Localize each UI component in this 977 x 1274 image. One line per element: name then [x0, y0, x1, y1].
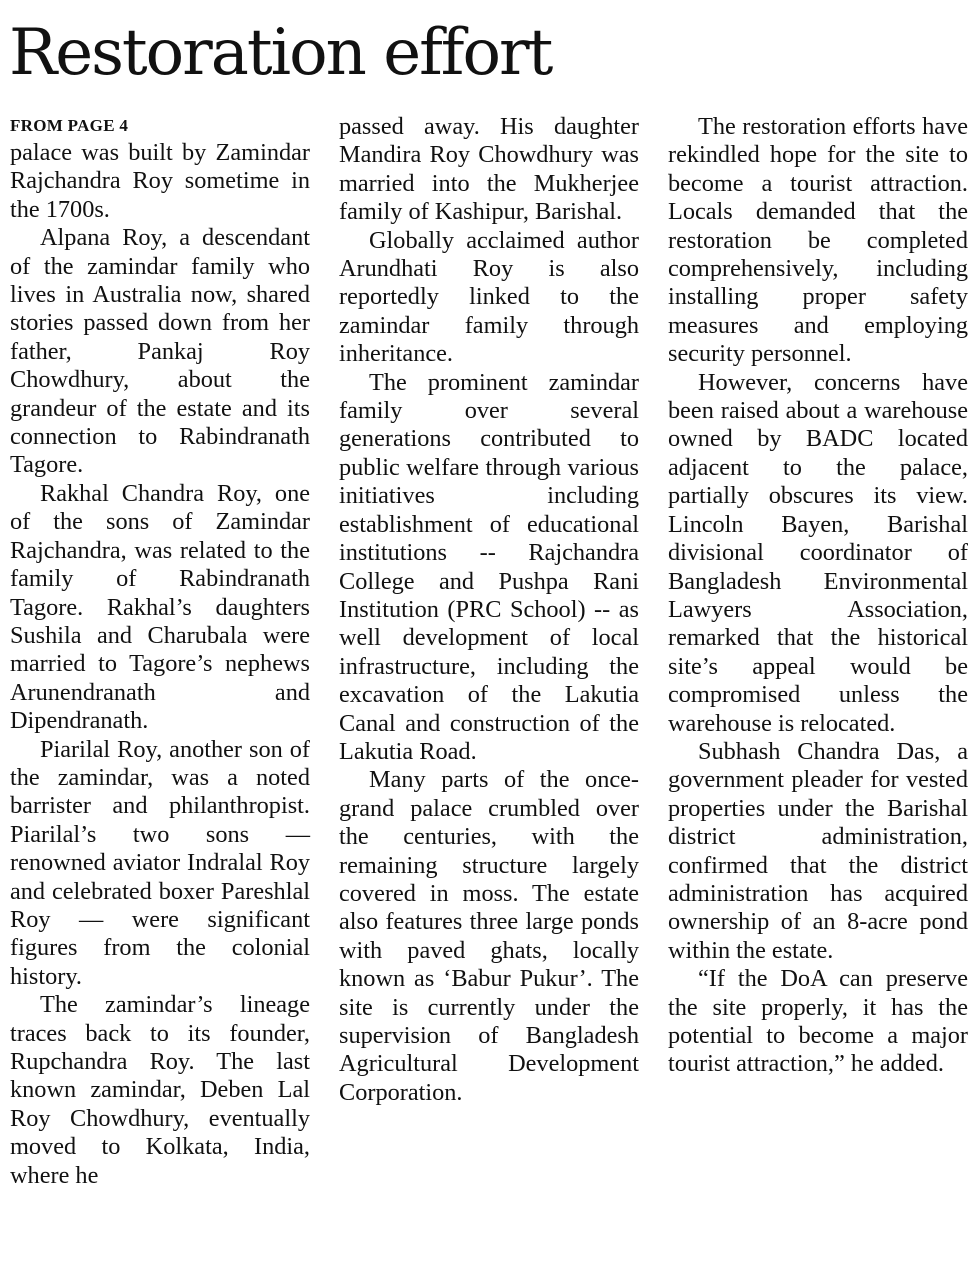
article-column-2 [339, 113, 639, 1107]
article-paragraph: Piarilal Roy, another son of the zamindar, was a noted barrister and philanthropist. Piarilal’s two sons — renowned aviator Indralal Roy and celebrated boxer Pareshlal Roy — were significant figures from the colonial history. [10, 735, 310, 990]
article-paragraph: However, concerns have been raised about a warehouse owned by BADC located adjacent to the palace, partially obscures its view. Lincoln Bayen, Barishal divisional coordinator of Bangladesh Environmental Lawyers Association, remarked that the historical site’s appeal would be compromised unless the warehouse is relocated. [668, 368, 968, 737]
article-paragraph: “If the DoA can preserve the site properly, it has the potential to become a major tourist attraction,” he added. [668, 965, 968, 1078]
article-paragraph: Rakhal Chandra Roy, one of the sons of Zamindar Rajchandra, was related to the family of Rabindranath Tagore. Rakhal’s daughters Sushila and Charubala were married to Tagore’s nephews Arunendranath and Dipendranath. [10, 479, 310, 735]
article-paragraph: palace was built by Zamindar Rajchandra Roy sometime in the 1700s. [10, 139, 310, 223]
article-paragraph: The prominent zamindar family over several generations contributed to public welfare through various initiatives including establishment of educational institutions -- Rajchandra College and Pushpa Rani Institution (PRC School) -- as well development of local infrastructure, including the excavation of the Lakutia Canal and construction of the Lakutia Road. [339, 368, 639, 765]
article-paragraph: Subhash Chandra Das, a government pleader for vested properties under the Barishal district administration, confirmed that the district administration has acquired ownership of an 8-acre pond within the estate. [668, 737, 968, 964]
article-paragraph: The zamindar’s lineage traces back to its founder, Rupchandra Roy. The last known zamindar, Deben Lal Roy Chowdhury, eventually moved to Kolkata, India, where he [10, 991, 310, 1189]
article-paragraph: Alpana Roy, a descendant of the zamindar family who lives in Australia now, shared stories passed down from her father, Pankaj Roy Chowdhury, about the grandeur of the estate and its connection to Rabindranath Tagore. [10, 224, 310, 479]
article-paragraph: passed away. His daughter Mandira Roy Chowdhury was married into the Mukherjee family of Kashipur, Barishal. [339, 113, 639, 226]
article-paragraph: The restoration efforts have rekindled hope for the site to become a tourist attraction. Locals demanded that the restoration be completed comprehensively, including installing proper safety measures and employing security personnel. [668, 113, 968, 368]
continuation-kicker: FROM PAGE 4 [10, 116, 129, 135]
headline: Restoration effort [9, 16, 552, 90]
article-column-1 [10, 113, 310, 1190]
article-paragraph: Many parts of the once-grand palace crumbled over the centuries, with the remaining structure largely covered in moss. The estate also features three large ponds with paved ghats, locally known as ‘Babur Pukur’. The site is currently under the supervision of Bangladesh Agricultural Development Corporation. [339, 766, 639, 1106]
article-column-3 [668, 113, 968, 1079]
article-paragraph: Globally acclaimed author Arundhati Roy is also reportedly linked to the zamindar family through inheritance. [339, 226, 639, 368]
